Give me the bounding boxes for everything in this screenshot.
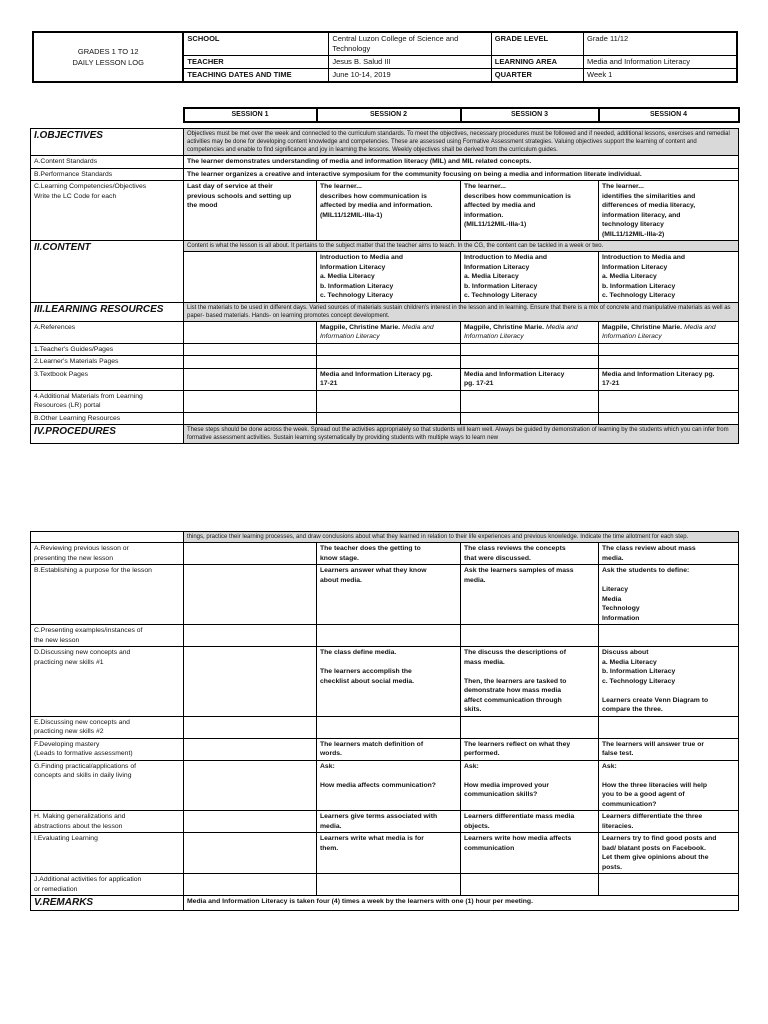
additional-materials-row (31, 390, 739, 412)
cell-line (602, 576, 735, 586)
content-standards-label: A.Content Standards (31, 156, 184, 169)
cell-line: Learners create Venn Diagram to (602, 696, 709, 704)
procedure-row (31, 716, 739, 738)
cell-line: mass media. (464, 658, 505, 666)
cell-line: Ask the students to define: (602, 567, 690, 574)
cell-line: Ask: (464, 762, 479, 770)
cell-line: skits. (464, 706, 482, 713)
cell-line: a. Media Literacy (320, 273, 375, 280)
cell-line: D.Discussing new concepts and (34, 649, 131, 656)
cell-line (464, 771, 595, 781)
procedure-session-4 (599, 738, 739, 760)
cell-line (320, 771, 457, 781)
ref-title-2: and Information Literacy (602, 323, 716, 340)
content-heading-row (31, 241, 739, 252)
procedure-row (31, 874, 739, 896)
cell-line (602, 771, 735, 781)
cell-line: Let them give opinions about the (602, 854, 709, 861)
lesson-table-page-1 (30, 107, 740, 444)
empty-cell (599, 356, 739, 369)
grade-level-label: GRADE LEVEL (491, 32, 583, 56)
cell-line: the new lesson (34, 636, 80, 644)
procedures-note-part-1: These steps should be done across the week. Spread out the activities appropriately so that students will learn well. Always be guided by demonstration of learning by the students which you can infer from formative assessment activities. Sustain learning systematically by providing students with multiple ways to learn new (184, 425, 739, 444)
other-resources-label: B.Other Learning Resources (31, 412, 184, 425)
performance-standards-row (31, 168, 739, 181)
empty-cell (317, 390, 461, 412)
cell-line: affected by media and (464, 202, 536, 209)
remarks-heading: V.REMARKS (31, 896, 184, 911)
procedure-label (31, 811, 184, 833)
cell-line: Introduction to Media and (602, 254, 686, 261)
cell-line: The class define media. (320, 649, 397, 656)
procedure-session-4 (599, 760, 739, 811)
title-line-1: GRADES 1 TO 12 (77, 47, 139, 56)
cell-line: J.Additional activities for application (34, 876, 142, 883)
procedures-heading: IV.PROCEDURES (31, 425, 184, 444)
ref-title-1: Media (545, 323, 565, 331)
dates-value: June 10-14, 2019 (329, 69, 491, 83)
textbook-session-4 (599, 368, 739, 390)
cell-line: Information (602, 614, 640, 622)
textbook-label: 3.Textbook Pages (31, 368, 184, 390)
references-label: A.References (31, 321, 184, 343)
procedure-session-2 (317, 833, 461, 874)
procedure-session-4 (599, 647, 739, 717)
cell-line: that were discussed. (464, 554, 531, 562)
cell-line: The learners match definition of (320, 740, 424, 748)
textbook-line-2: 17-21 (320, 380, 338, 387)
competency-session-4 (599, 181, 739, 241)
cell-line: previous schools and setting up (187, 192, 292, 200)
cell-line: Then, the learners are tasked to (464, 677, 567, 685)
remarks-row (31, 896, 739, 911)
cell-line: about media. (320, 576, 362, 584)
cell-line: bad/ blatant posts on Facebook. (602, 844, 706, 852)
empty-cell (184, 356, 317, 369)
cell-line: Ask the learners samples of mass (464, 567, 574, 574)
grade-level-value: Grade 11/12 (584, 32, 737, 56)
learners-materials-row (31, 356, 739, 369)
textbook-line-1: Media and Information Literacy pg. (320, 370, 433, 378)
cell-line: posts. (602, 863, 623, 871)
resources-row (31, 302, 739, 321)
procedure-session-1 (184, 738, 317, 760)
quarter-label: QUARTER (491, 69, 583, 83)
procedure-session-1 (184, 760, 317, 811)
cell-line: differences of media literacy, (602, 202, 696, 209)
session-2-header: SESSION 2 (317, 108, 461, 122)
cell-line: The learners reflect on what they (464, 740, 571, 748)
cell-line: literacies. (602, 822, 634, 830)
cell-line: a. Media Literacy (464, 273, 519, 280)
competencies-row (31, 181, 739, 241)
reference-session-4 (599, 321, 739, 343)
procedure-session-2 (317, 565, 461, 625)
procedure-label (31, 760, 184, 811)
cell-line: The learner... (602, 183, 644, 190)
cell-line: Learners answer what they know (320, 567, 427, 574)
procedure-session-2 (317, 647, 461, 717)
objectives-row (31, 129, 739, 156)
procedure-session-3 (461, 833, 599, 874)
school-label: SCHOOL (183, 32, 328, 56)
procedure-label (31, 833, 184, 874)
cell-line: technology literacy (602, 221, 664, 228)
procedure-session-3 (461, 565, 599, 625)
cell-line: communication? (602, 800, 657, 808)
empty-cell (184, 390, 317, 412)
empty-cell (317, 343, 461, 356)
procedure-session-1 (184, 716, 317, 738)
procedure-session-4 (599, 811, 739, 833)
procedure-row (31, 565, 739, 625)
content-session-3 (461, 252, 599, 303)
textbook-session-2 (317, 368, 461, 390)
empty-cell (31, 532, 184, 543)
learners-materials-label: 2.Learner's Materials Pages (31, 356, 184, 369)
cell-line: practicing new skills #1 (34, 658, 104, 666)
procedure-label (31, 647, 184, 717)
procedure-row (31, 833, 739, 874)
content-session-2 (317, 252, 461, 303)
empty-cell (461, 390, 599, 412)
procedures-rows (31, 543, 739, 896)
learning-area-label: LEARNING AREA (491, 56, 583, 69)
header-table (32, 31, 738, 83)
procedure-row (31, 543, 739, 565)
cell-line: media. (602, 554, 624, 562)
competency-session-3 (461, 181, 599, 241)
cell-line: The discuss the descriptions of (464, 649, 566, 656)
cell-line: c. Technology Literacy (602, 677, 676, 685)
content-session-4 (599, 252, 739, 303)
competencies-label (31, 181, 184, 241)
procedures-note-row (31, 532, 739, 543)
additional-materials-label (31, 390, 184, 412)
cell-line: the mood (187, 202, 218, 209)
cell-line: The teacher does the getting to (320, 545, 421, 552)
cell-line: performed. (464, 750, 500, 757)
procedure-session-3 (461, 874, 599, 896)
textbook-session-3 (461, 368, 599, 390)
procedure-row (31, 625, 739, 647)
ref-title-2: and Information Literacy (320, 323, 434, 340)
procedures-note-part-2: things, practice their learning processes, and draw conclusions about what they learned in relation to their life experiences and previous knowledge. Indicate the time allotment for each step. (184, 532, 739, 543)
procedure-row (31, 647, 739, 717)
procedure-label (31, 625, 184, 647)
cell-line: A.Reviewing previous lesson or (34, 545, 129, 552)
additional-label-line-2: Resources (LR) portal (34, 402, 101, 409)
cell-line: (MIL11/12MIL-IIIa-1) (320, 211, 383, 219)
cell-line: The learners will answer true or (602, 740, 704, 748)
cell-line: The learner... (320, 183, 362, 190)
cell-line: (MIL11/12MIL-IIIa-2) (602, 230, 665, 238)
teacher-label: TEACHER (183, 56, 328, 69)
procedure-session-3 (461, 738, 599, 760)
empty-cell (461, 356, 599, 369)
procedure-session-3 (461, 760, 599, 811)
textbook-line-2: 17-21 (602, 380, 620, 387)
cell-line: communication (464, 844, 515, 852)
cell-line: a. Media Literacy (602, 658, 657, 666)
empty-cell (461, 412, 599, 425)
cell-line: them. (320, 844, 339, 852)
performance-standards-label: B.Performance Standards (31, 168, 184, 181)
textbook-row (31, 368, 739, 390)
content-session-1 (184, 252, 317, 303)
additional-label-line-1: 4.Additional Materials from Learning (34, 392, 143, 400)
cell-line: b. Information Literacy (464, 282, 538, 290)
procedure-label (31, 716, 184, 738)
other-resources-row (31, 412, 739, 425)
empty-cell (599, 343, 739, 356)
cell-line: H. Making generalizations and (34, 813, 126, 820)
cell-line: (Leads to formative assessment) (34, 750, 133, 757)
lesson-table-page-2 (30, 531, 739, 911)
empty-cell (184, 412, 317, 425)
cell-line: concepts and skills in daily living (34, 772, 132, 779)
empty-cell (461, 343, 599, 356)
cell-line: The learners accomplish the (320, 668, 412, 675)
cell-line: Last day of service at their (187, 183, 273, 190)
cell-line: Information Literacy (320, 263, 386, 271)
teachers-guide-row (31, 343, 739, 356)
cell-line: Learners differentiate mass media (464, 813, 575, 820)
cell-line: Learners give terms associated with (320, 813, 438, 820)
cell-line (602, 686, 735, 696)
content-standards-value: The learner demonstrates understanding of media and information literacy (MIL) and MIL related concepts. (184, 156, 739, 169)
ref-author: Magpile, Christine Marie. (464, 323, 545, 331)
remarks-value: Media and Information Literacy is taken four (4) times a week by the learners with one (1) hour per meeting. (184, 896, 739, 911)
teacher-value: Jesus B. Salud III (329, 56, 491, 69)
cell-line: b. Information Literacy (320, 282, 394, 290)
procedure-session-2 (317, 543, 461, 565)
cell-line: abstractions about the lesson (34, 822, 123, 830)
cell-line: Learners write how media affects (464, 835, 572, 842)
dates-label: TEACHING DATES AND TIME (183, 69, 328, 83)
session-4-header: SESSION 4 (599, 108, 739, 122)
cell-line: checklist about social media. (320, 677, 415, 685)
cell-line: Introduction to Media and (320, 254, 404, 261)
procedure-session-3 (461, 647, 599, 717)
cell-line: How media affects communication? (320, 781, 436, 789)
performance-standards-value: The learner organizes a creative and interactive symposium for the community focusing on being a media and information literate individual. (184, 168, 739, 181)
cell-line: Learners write what media is for (320, 835, 424, 842)
cell-line: affect communication through (464, 696, 562, 704)
cell-line: media. (320, 822, 342, 830)
content-standards-row (31, 156, 739, 169)
procedure-session-1 (184, 565, 317, 625)
procedure-session-3 (461, 625, 599, 647)
cell-line: The class review about mass (602, 545, 696, 552)
empty-cell (317, 412, 461, 425)
empty-cell (184, 368, 317, 390)
procedure-session-1 (184, 625, 317, 647)
cell-line: C.Presenting examples/instances of (34, 627, 143, 634)
cell-line: communication skills? (464, 791, 538, 798)
cell-line: b. Information Literacy (602, 282, 676, 290)
procedure-session-2 (317, 625, 461, 647)
cell-line: know stage. (320, 554, 359, 562)
procedure-session-1 (184, 543, 317, 565)
title-line-2: DAILY LESSON LOG (72, 58, 144, 67)
cell-line: Literacy (602, 586, 629, 593)
cell-line: (MIL11/12MIL-IIIa-1) (464, 221, 527, 228)
cell-line: c. Technology Literacy (320, 292, 394, 299)
teachers-guide-label: 1.Teacher's Guides/Pages (31, 343, 184, 356)
procedure-label (31, 543, 184, 565)
references-row (31, 321, 739, 343)
procedure-session-4 (599, 716, 739, 738)
cell-line: F.Developing mastery (34, 740, 100, 748)
procedure-session-3 (461, 543, 599, 565)
empty-cell (317, 356, 461, 369)
session-1-header: SESSION 1 (184, 108, 317, 122)
procedure-label (31, 738, 184, 760)
cell-line: describes how communication is (320, 192, 427, 200)
cell-line: practicing new skills #2 (34, 728, 104, 735)
procedure-session-1 (184, 811, 317, 833)
procedure-session-3 (461, 811, 599, 833)
cell-line: Information Literacy (602, 263, 668, 271)
procedure-session-4 (599, 874, 739, 896)
procedure-session-4 (599, 625, 739, 647)
cell-line: B.Establishing a purpose for the lesson (34, 567, 152, 574)
ref-title-1: Media (683, 323, 703, 331)
school-value: Central Luzon College of Science and Technology (329, 32, 491, 56)
cell-line: c. Technology Literacy (602, 292, 676, 299)
cell-line: Ask: (320, 762, 335, 770)
procedure-session-1 (184, 833, 317, 874)
cell-line: The class reviews the concepts (464, 545, 566, 552)
cell-line: affected by media and information. (320, 202, 433, 209)
learning-area-value: Media and Information Literacy (584, 56, 737, 69)
procedure-session-2 (317, 760, 461, 811)
empty-cell (599, 390, 739, 412)
quarter-value: Week 1 (584, 69, 737, 83)
procedures-row (31, 425, 739, 444)
objectives-note: Objectives must be met over the week and connected to the curriculum standards. To meet the objectives, necessary procedures must be followed and if needed, additional lessons, exercises and remedial activities may be done for developing content knowledge and competencies. These are assessed using Formative Assessment strategies. Valuing objectives support the learning of content and competencies and enable to find significance and joy in learning the lessons. Weekly objectives shall be derived from the curriculum guides. (184, 129, 739, 156)
textbook-line-1: Media and Information Literacy (464, 370, 565, 378)
cell-line: information literacy, and (602, 211, 681, 219)
cell-line: Learners try to find good posts and (602, 835, 717, 842)
ref-author: Magpile, Christine Marie. (602, 323, 683, 331)
cell-line: or remediation (34, 885, 78, 893)
cell-line (320, 658, 457, 668)
procedure-session-2 (317, 874, 461, 896)
ref-title-2: and Information Literacy (464, 323, 578, 340)
resources-note: List the materials to be used in different days. Varied sources of materials sustain children's interest in the lesson and in learning. Ensure that there is a mix of concrete and manipulative materials as well as paper- based materials. Hands- on learning promotes concept development. (184, 302, 739, 321)
empty-cell (599, 412, 739, 425)
procedure-session-2 (317, 738, 461, 760)
session-header-row (31, 108, 739, 122)
procedure-session-1 (184, 874, 317, 896)
reference-session-2 (317, 321, 461, 343)
procedure-session-2 (317, 716, 461, 738)
cell-line: Information Literacy (464, 263, 530, 271)
competencies-label-line-1: C.Learning Competencies/Objectives (34, 183, 147, 190)
cell-line: Technology (602, 605, 640, 612)
log-title (33, 32, 183, 82)
procedure-session-3 (461, 716, 599, 738)
procedure-label (31, 874, 184, 896)
cell-line: presenting the new lesson (34, 554, 113, 562)
ref-author: Magpile, Christine Marie. (320, 323, 401, 331)
blank-corner (31, 108, 184, 122)
cell-line (464, 667, 595, 677)
cell-line: identifies the similarities and (602, 192, 696, 200)
cell-line: G.Finding practical/applications of (34, 762, 137, 770)
procedure-session-2 (317, 811, 461, 833)
procedure-session-4 (599, 543, 739, 565)
ref-title-1: Media (401, 323, 421, 331)
procedure-session-4 (599, 833, 739, 874)
content-heading: II.CONTENT (31, 241, 184, 303)
cell-line: words. (320, 750, 342, 757)
cell-line: information. (464, 211, 504, 219)
cell-line: b. Information Literacy (602, 668, 676, 675)
procedure-row (31, 760, 739, 811)
objectives-heading: I.OBJECTIVES (31, 129, 184, 156)
cell-line: media. (464, 576, 486, 584)
content-note: Content is what the lesson is all about. It pertains to the subject matter that the teacher aims to teach. In the CG, the content can be tackled in a week or two. (184, 241, 739, 252)
resources-heading: III.LEARNING RESOURCES (31, 302, 184, 321)
textbook-line-2: pg. 17-21 (464, 380, 494, 387)
cell-line: describes how communication is (464, 192, 571, 200)
cell-line: c. Technology Literacy (464, 292, 538, 299)
competencies-label-line-2: Write the LC Code for each (34, 192, 117, 200)
cell-line: demonstrate how mass media (464, 687, 562, 694)
procedure-session-1 (184, 647, 317, 717)
cell-line: How the three literacies will help (602, 781, 708, 789)
cell-line: a. Media Literacy (602, 273, 657, 280)
procedure-row (31, 738, 739, 760)
cell-line: Media (602, 595, 622, 603)
empty-cell (184, 343, 317, 356)
cell-line: Learners differentiate the three (602, 813, 703, 820)
cell-line: How media improved your (464, 781, 549, 789)
cell-line: The learner... (464, 183, 506, 190)
session-3-header: SESSION 3 (461, 108, 599, 122)
cell-line: Ask: (602, 762, 617, 770)
textbook-line-1: Media and Information Literacy pg. (602, 370, 715, 378)
cell-line: I.Evaluating Learning (34, 835, 98, 842)
cell-line: objects. (464, 822, 490, 830)
cell-line: Discuss about (602, 649, 649, 656)
procedure-row (31, 811, 739, 833)
competency-session-1 (184, 181, 317, 241)
procedure-label (31, 565, 184, 625)
reference-session-1 (184, 321, 317, 343)
cell-line: compare the three. (602, 706, 663, 713)
competency-session-2 (317, 181, 461, 241)
procedure-session-4 (599, 565, 739, 625)
cell-line: Introduction to Media and (464, 254, 548, 261)
cell-line: you to be a good agent of (602, 791, 685, 798)
reference-session-3 (461, 321, 599, 343)
cell-line: false test. (602, 750, 634, 757)
cell-line: E.Discussing new concepts and (34, 718, 130, 726)
